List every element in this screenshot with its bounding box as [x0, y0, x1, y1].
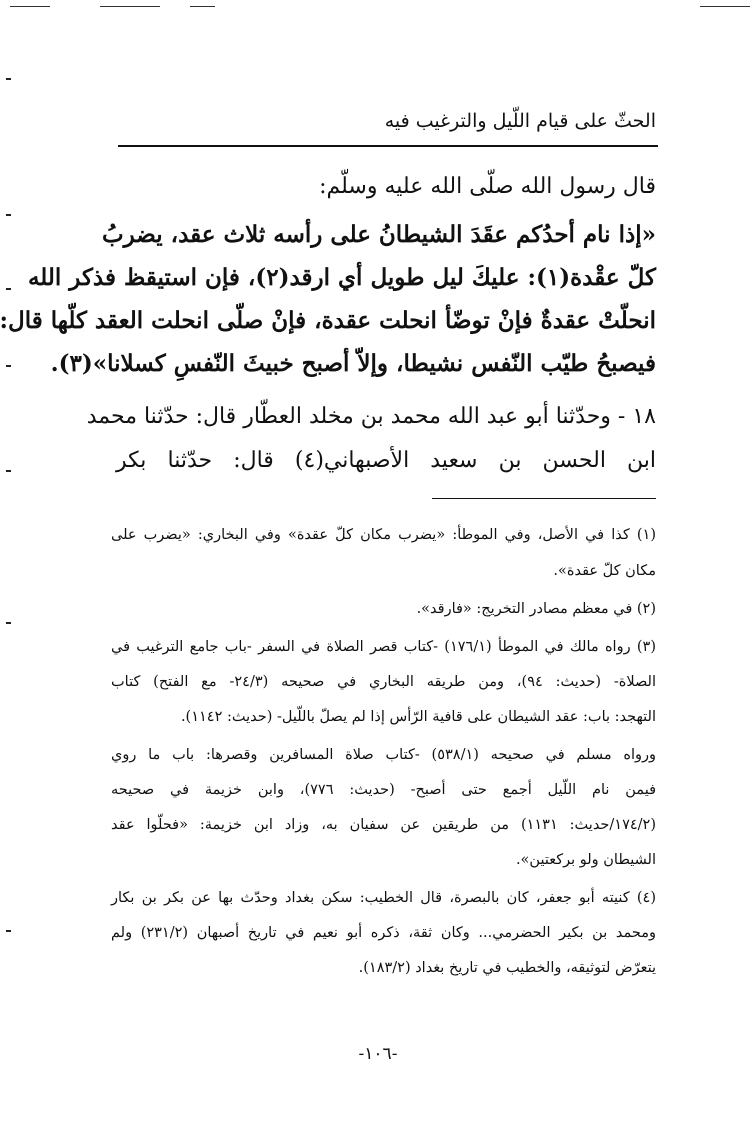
margin-mark: [6, 78, 11, 80]
hadith-line: «إذا نام أحدُكم عقَدَ الشيطانُ على رأسه ثلاث عقد، يضربُ: [101, 221, 656, 248]
scan-edge-line: [10, 6, 50, 7]
running-head: الحثّ على قيام اللّيل والترغيب فيه: [384, 110, 656, 132]
margin-mark: [6, 365, 11, 367]
footnote-line: (١٧٤/٢/حديث: ١١٣١) من طريقين عن سفيان به، وزاد ابن خزيمة: «فحلّوا عقد: [111, 817, 657, 833]
hadith-line: فيصبحُ طيّب النّفس نشيطا، وإلاّ أصبح خبيثَ النّفسِ كسلانا»(٣).: [50, 350, 656, 377]
scan-edge-line: [190, 6, 215, 7]
footnote-line: ورواه مسلم في صحيحه (٥٣٨/١) -كتاب صلاة المسافرين وقصرها: باب ما روي: [111, 747, 656, 763]
footnote-line: فيمن نام اللّيل أجمع حتى أصبح- (حديث: ٧٧٦)، وابن خزيمة في صحيحه: [111, 782, 656, 798]
footnote-separator: [432, 498, 656, 499]
scan-edge-line: [100, 6, 160, 7]
intro-line: قال رسول الله صلّى الله عليه وسلّم:: [319, 174, 656, 199]
scan-edge-line: [700, 6, 750, 7]
header-rule: [118, 145, 658, 147]
margin-mark: [6, 214, 11, 216]
footnote-line: الصلاة- (حديث: ٩٤)، ومن طريقه البخاري في صحيحه (٢٤/٣- مع الفتح) كتاب: [111, 674, 657, 690]
footnote-line: (١) كذا في الأصل، وفي الموطأ: «يضرب مكان كلّ عقدة» وفي البخاري: «يضرب على: [111, 527, 656, 543]
footnote-line: التهجد: باب: عقد الشيطان على قافية الرّأس إذا لم يصلّ باللّيل- (حديث: ١١٤٢).: [180, 709, 656, 725]
margin-mark: [6, 470, 11, 472]
margin-mark: [6, 288, 11, 290]
footnote-line: (٢) في معظم مصادر التخريج: «فارقد».: [416, 601, 656, 617]
footnote-line: (٣) رواه مالك في الموطأ (١٧٦/١) -كتاب قصر الصلاة في السفر -باب جامع الترغيب في: [111, 639, 656, 655]
hadith-line: كلّ عقْدة(١): عليكَ ليل طويل أي ارقد(٢)، فإن استيقظ فذكر الله: [27, 264, 656, 291]
narration-line: ابن الحسن بن سعيد الأصبهاني(٤) قال: حدّثنا بكر: [116, 448, 656, 473]
narration-line: ١٨ - وحدّثنا أبو عبد الله محمد بن مخلد العطّار قال: حدّثنا محمد: [86, 404, 656, 429]
footnote-line: يتعرّض لتوثيقه، والخطيب في تاريخ بغداد (١٨٣/٢).: [358, 960, 656, 976]
footnote-line: الشيطان ولو بركعتين».: [515, 852, 656, 868]
hadith-line: انحلّتْ عقدةٌ فإنْ توضّأ انحلت عقدة، فإنْ صلّى انحلت العقد كلّها قال:: [0, 307, 656, 334]
margin-mark: [6, 930, 11, 932]
page-number: -١٠٦-: [358, 1044, 398, 1064]
footnote-line: مكان كلّ عقدة».: [553, 563, 656, 579]
margin-mark: [6, 622, 11, 624]
footnote-line: ومحمد بن بكير الحضرمي... وكان ثقة، ذكره أبو نعيم في تاريخ أصبهان (٢٣١/٢) ولم: [111, 925, 656, 941]
footnote-line: (٤) كنيته أبو جعفر، كان بالبصرة، قال الخطيب: سكن بغداد وحدّث بها عن بكر بن بكار: [111, 890, 656, 906]
